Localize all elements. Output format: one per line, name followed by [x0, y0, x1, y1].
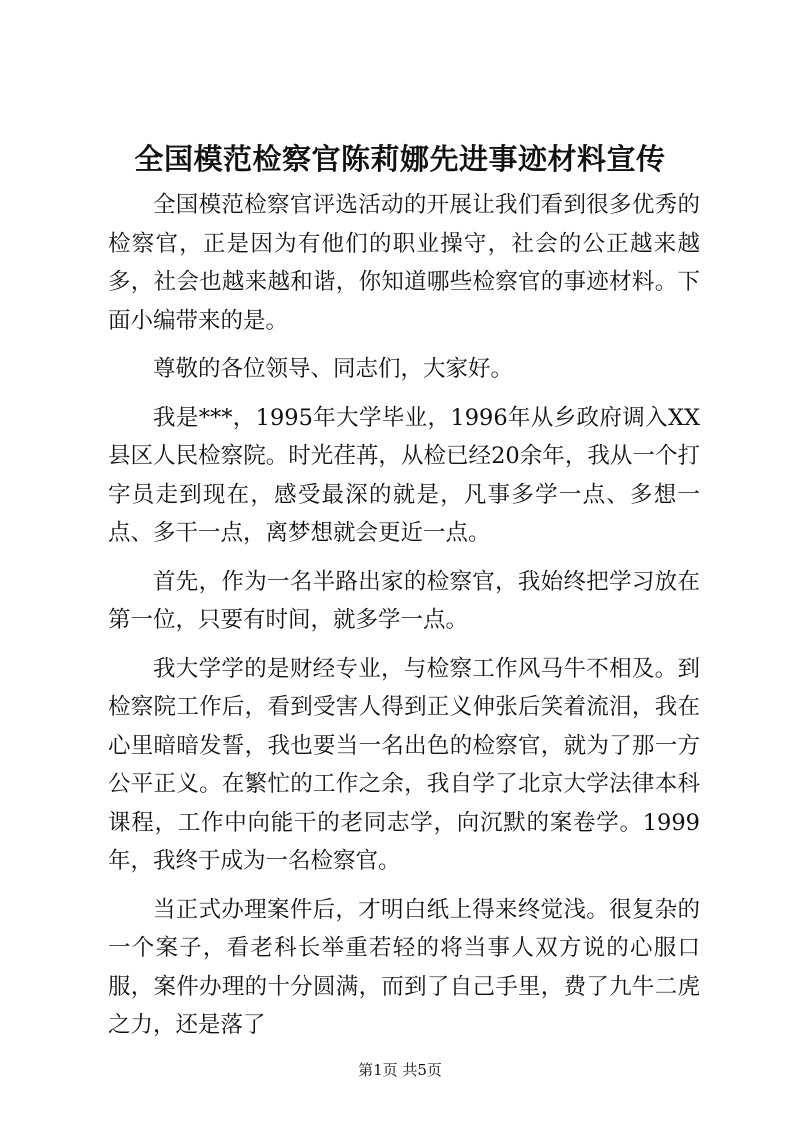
paragraph-study: 我大学学的是财经专业，与检察工作风马牛不相及。到检察院工作后，看到受害人得到正义伸张后笑着流泪，我在心里暗暗发誓，我也要当一名出色的检察官，就为了那一方公平正义。在繁忙的工作之余，我自学了北京大学法律本科课程，工作中向能干的老同志学，向沉默的案卷学。1999年，我终于成为一名检察官。 [108, 655, 700, 874]
paragraph-intro: 全国模范检察官评选活动的开展让我们看到很多优秀的检察官，正是因为有他们的职业操守，社会的公正越来越多，社会也越来越和谐，你知道哪些检察官的事迹材料。下面小编带来的是。 [108, 192, 700, 334]
page-number: 第1页 共5页 [358, 1061, 442, 1079]
paragraph-learning: 首先，作为一名半路出家的检察官，我始终把学习放在第一位，只要有时间，就多学一点。 [108, 568, 700, 633]
document-title: 全国模范检察官陈莉娜先进事迹材料宣传 [134, 142, 666, 176]
paragraph-self-intro: 我是***，1995年大学毕业，1996年从乡政府调入XX县区人民检察院。时光荏苒，从检已经20余年，我从一个打字员走到现在，感受最深的就是，凡事多学一点、多想一点、多干一点，离梦想就会更近一点。 [108, 404, 700, 546]
paragraph-greeting: 尊敬的各位领导、同志们，大家好。 [153, 356, 514, 382]
document-body [108, 186, 700, 1055]
paragraph-cases: 当正式办理案件后，才明白纸上得来终觉浅。很复杂的一个案子，看老科长举重若轻的将当事人双方说的心服口服，案件办理的十分圆满，而到了自己手里，费了九牛二虎之力，还是落了 [108, 896, 700, 1038]
